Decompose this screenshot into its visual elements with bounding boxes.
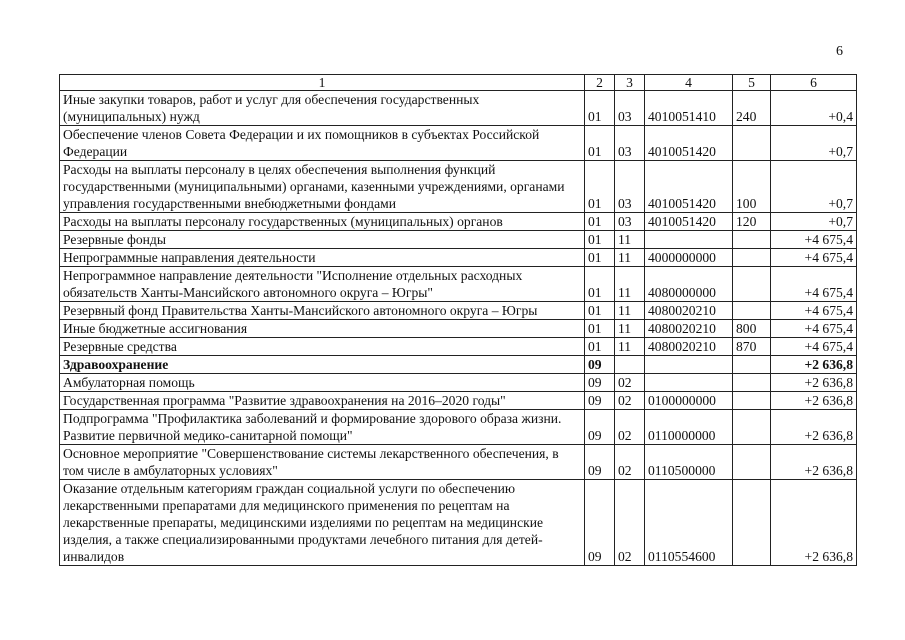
- row-expense-type-cell: [733, 445, 771, 480]
- table-row: [60, 480, 857, 566]
- table-row: [60, 126, 857, 161]
- header-cell: 2: [585, 75, 615, 91]
- row-subsection-cell: 02: [615, 480, 645, 566]
- row-section-cell: 09: [585, 445, 615, 480]
- row-section-cell: 09: [585, 480, 615, 566]
- row-amount-cell: +2 636,8: [771, 445, 857, 480]
- budget-table: [59, 74, 857, 566]
- header-cell: 6: [771, 75, 857, 91]
- row-name-cell: Государственная программа "Развитие здравоохранения на 2016–2020 годы": [60, 392, 585, 410]
- row-target-article-cell: [645, 356, 733, 374]
- page-number: 6: [836, 44, 843, 59]
- row-subsection-cell: 03: [615, 91, 645, 126]
- row-amount-cell: +4 675,4: [771, 267, 857, 302]
- table-row: [60, 410, 857, 445]
- row-expense-type-cell: [733, 356, 771, 374]
- row-name-cell: Подпрограмма "Профилактика заболеваний и формирование здорового образа жизни. Развитие первичной медико-санитарной помощи": [60, 410, 585, 445]
- row-section-cell: 01: [585, 231, 615, 249]
- row-amount-cell: +0,4: [771, 91, 857, 126]
- row-target-article-cell: 0110500000: [645, 445, 733, 480]
- row-expense-type-cell: [733, 302, 771, 320]
- row-name-cell: Расходы на выплаты персоналу государственных (муниципальных) органов: [60, 213, 585, 231]
- row-subsection-cell: 11: [615, 302, 645, 320]
- row-expense-type-cell: [733, 410, 771, 445]
- row-name-cell: Резервные фонды: [60, 231, 585, 249]
- table-row: [60, 392, 857, 410]
- row-section-cell: 09: [585, 410, 615, 445]
- row-subsection-cell: 03: [615, 161, 645, 213]
- row-section-cell: 09: [585, 392, 615, 410]
- row-target-article-cell: 4080020210: [645, 302, 733, 320]
- row-amount-cell: +4 675,4: [771, 338, 857, 356]
- header-cell: 3: [615, 75, 645, 91]
- row-expense-type-cell: [733, 249, 771, 267]
- table-row: [60, 161, 857, 213]
- row-name-cell: Основное мероприятие "Совершенствование системы лекарственного обеспечения, в том числе в амбулаторных условиях": [60, 445, 585, 480]
- row-expense-type-cell: [733, 267, 771, 302]
- row-name-cell: Резервные средства: [60, 338, 585, 356]
- row-expense-type-cell: 800: [733, 320, 771, 338]
- row-amount-cell: +2 636,8: [771, 374, 857, 392]
- row-section-cell: 01: [585, 213, 615, 231]
- row-target-article-cell: 4000000000: [645, 249, 733, 267]
- row-expense-type-cell: 120: [733, 213, 771, 231]
- row-expense-type-cell: [733, 392, 771, 410]
- table-row: [60, 302, 857, 320]
- row-target-article-cell: [645, 231, 733, 249]
- row-name-cell: Иные закупки товаров, работ и услуг для обеспечения государственных (муниципальных) нужд: [60, 91, 585, 126]
- row-amount-cell: +4 675,4: [771, 302, 857, 320]
- row-subsection-cell: 02: [615, 445, 645, 480]
- table-header-row: [60, 75, 857, 91]
- row-subsection-cell: 11: [615, 249, 645, 267]
- row-section-cell: 01: [585, 249, 615, 267]
- row-subsection-cell: 02: [615, 410, 645, 445]
- row-section-cell: 01: [585, 126, 615, 161]
- table-row: [60, 91, 857, 126]
- row-subsection-cell: 02: [615, 374, 645, 392]
- table-row: [60, 374, 857, 392]
- row-subsection-cell: 11: [615, 231, 645, 249]
- row-amount-cell: +0,7: [771, 161, 857, 213]
- row-expense-type-cell: 240: [733, 91, 771, 126]
- row-subsection-cell: 11: [615, 267, 645, 302]
- row-subsection-cell: 02: [615, 392, 645, 410]
- row-target-article-cell: 4080000000: [645, 267, 733, 302]
- row-section-cell: 01: [585, 91, 615, 126]
- row-name-cell: Резервный фонд Правительства Ханты-Мансийского автономного округа – Югры: [60, 302, 585, 320]
- row-amount-cell: +0,7: [771, 213, 857, 231]
- row-name-cell: Непрограммные направления деятельности: [60, 249, 585, 267]
- row-amount-cell: +0,7: [771, 126, 857, 161]
- row-amount-cell: +2 636,8: [771, 356, 857, 374]
- table-row: [60, 231, 857, 249]
- row-amount-cell: +2 636,8: [771, 392, 857, 410]
- row-expense-type-cell: [733, 231, 771, 249]
- row-target-article-cell: 0110000000: [645, 410, 733, 445]
- row-name-cell: Расходы на выплаты персоналу в целях обеспечения выполнения функций государственными (муниципальными) органами, казенными учреждениями, органами управления государственными внебюджетными фондами: [60, 161, 585, 213]
- row-section-cell: 01: [585, 267, 615, 302]
- row-name-cell: Здравоохранение: [60, 356, 585, 374]
- row-target-article-cell: 0110554600: [645, 480, 733, 566]
- row-expense-type-cell: [733, 374, 771, 392]
- row-expense-type-cell: 870: [733, 338, 771, 356]
- row-target-article-cell: 4080020210: [645, 320, 733, 338]
- table-row: [60, 213, 857, 231]
- row-target-article-cell: 0100000000: [645, 392, 733, 410]
- row-target-article-cell: 4080020210: [645, 338, 733, 356]
- row-section-cell: 01: [585, 161, 615, 213]
- row-expense-type-cell: [733, 126, 771, 161]
- row-target-article-cell: 4010051410: [645, 91, 733, 126]
- row-subsection-cell: 11: [615, 320, 645, 338]
- header-cell: 4: [645, 75, 733, 91]
- row-target-article-cell: 4010051420: [645, 213, 733, 231]
- table-row: [60, 249, 857, 267]
- row-target-article-cell: 4010051420: [645, 126, 733, 161]
- table-row: [60, 267, 857, 302]
- row-expense-type-cell: [733, 480, 771, 566]
- row-amount-cell: +4 675,4: [771, 249, 857, 267]
- table-row: [60, 445, 857, 480]
- row-amount-cell: +2 636,8: [771, 410, 857, 445]
- row-target-article-cell: 4010051420: [645, 161, 733, 213]
- row-section-cell: 01: [585, 320, 615, 338]
- row-amount-cell: +2 636,8: [771, 480, 857, 566]
- row-section-cell: 01: [585, 338, 615, 356]
- row-amount-cell: +4 675,4: [771, 231, 857, 249]
- row-subsection-cell: 03: [615, 126, 645, 161]
- row-target-article-cell: [645, 374, 733, 392]
- table-row: [60, 338, 857, 356]
- header-cell: 5: [733, 75, 771, 91]
- row-amount-cell: +4 675,4: [771, 320, 857, 338]
- row-name-cell: Обеспечение членов Совета Федерации и их помощников в субъектах Российской Федерации: [60, 126, 585, 161]
- row-expense-type-cell: 100: [733, 161, 771, 213]
- table-row: [60, 320, 857, 338]
- row-section-cell: 09: [585, 374, 615, 392]
- row-subsection-cell: [615, 356, 645, 374]
- row-subsection-cell: 11: [615, 338, 645, 356]
- row-subsection-cell: 03: [615, 213, 645, 231]
- header-cell: 1: [60, 75, 585, 91]
- row-name-cell: Непрограммное направление деятельности "Исполнение отдельных расходных обязательств Ханты-Мансийского автономного округа – Югры": [60, 267, 585, 302]
- row-name-cell: Амбулаторная помощь: [60, 374, 585, 392]
- row-name-cell: Иные бюджетные ассигнования: [60, 320, 585, 338]
- table-row: [60, 356, 857, 374]
- row-section-cell: 01: [585, 302, 615, 320]
- row-name-cell: Оказание отдельным категориям граждан социальной услуги по обеспечению лекарственными препаратами для медицинского применения по рецептам на лекарственные препараты, медицинскими изделиями по рецептам на медицинские изделия, а также специализированными продуктами лечебного питания для детей-инвалидов: [60, 480, 585, 566]
- row-section-cell: 09: [585, 356, 615, 374]
